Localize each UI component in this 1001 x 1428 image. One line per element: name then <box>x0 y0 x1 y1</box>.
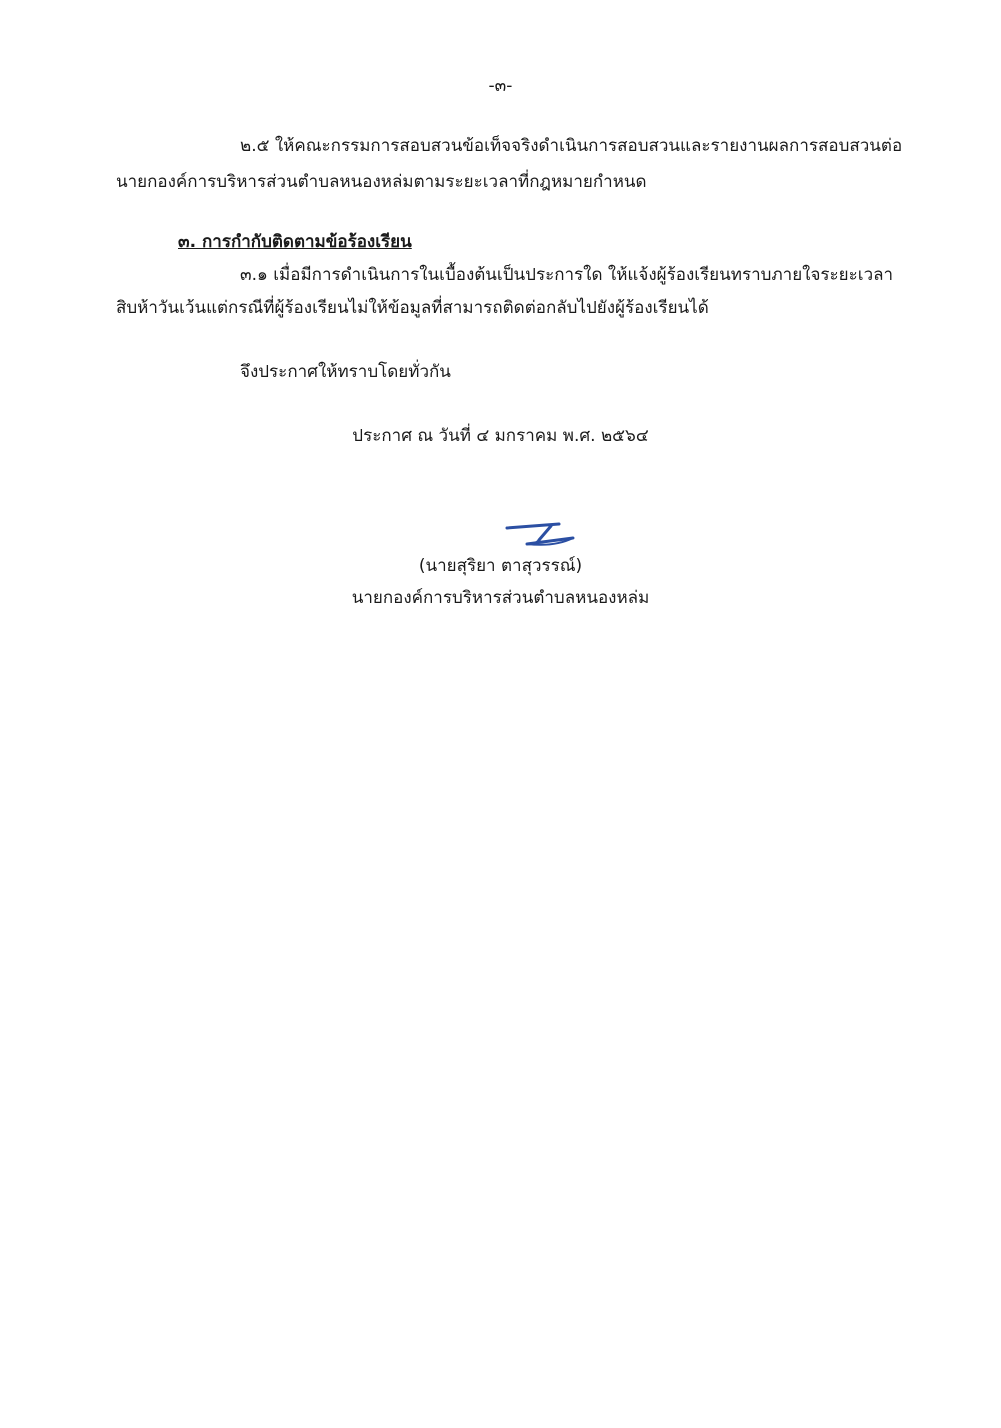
page-number: -๓- <box>488 76 513 96</box>
section-3-heading: ๓. การกำกับติดตามข้อร้องเรียน <box>178 232 412 252</box>
paragraph-3-1-line-1: ๓.๑ เมื่อมีการดำเนินการในเบื้องต้นเป็นประการใด ให้แจ้งผู้ร้องเรียนทราบภายใจระยะเวลา <box>240 265 894 285</box>
signer-title: นายกองค์การบริหารส่วนตำบลหนองหล่ม <box>351 588 650 608</box>
closing-statement: จึงประกาศให้ทราบโดยทั่วกัน <box>240 362 451 382</box>
paragraph-3-1-line-2: สิบห้าวันเว้นแต่กรณีที่ผู้ร้องเรียนไม่ให้ข้อมูลที่สามารถติดต่อกลับไปยังผู้ร้องเรียนได้ <box>116 298 709 318</box>
handwritten-signature <box>495 514 585 554</box>
paragraph-2-5-line-2: นายกองค์การบริหารส่วนตำบลหนองหล่มตามระยะเวลาที่กฎหมายกำหนด <box>116 172 647 192</box>
signer-name: (นายสุริยา ตาสุวรรณ์) <box>418 556 583 576</box>
paragraph-2-5-line-1: ๒.๕ ให้คณะกรรมการสอบสวนข้อเท็จจริงดำเนินการสอบสวนและรายงานผลการสอบสวนต่อ <box>240 136 903 156</box>
announcement-date: ประกาศ ณ วันที่ ๔ มกราคม พ.ศ. ๒๕๖๔ <box>352 426 649 446</box>
